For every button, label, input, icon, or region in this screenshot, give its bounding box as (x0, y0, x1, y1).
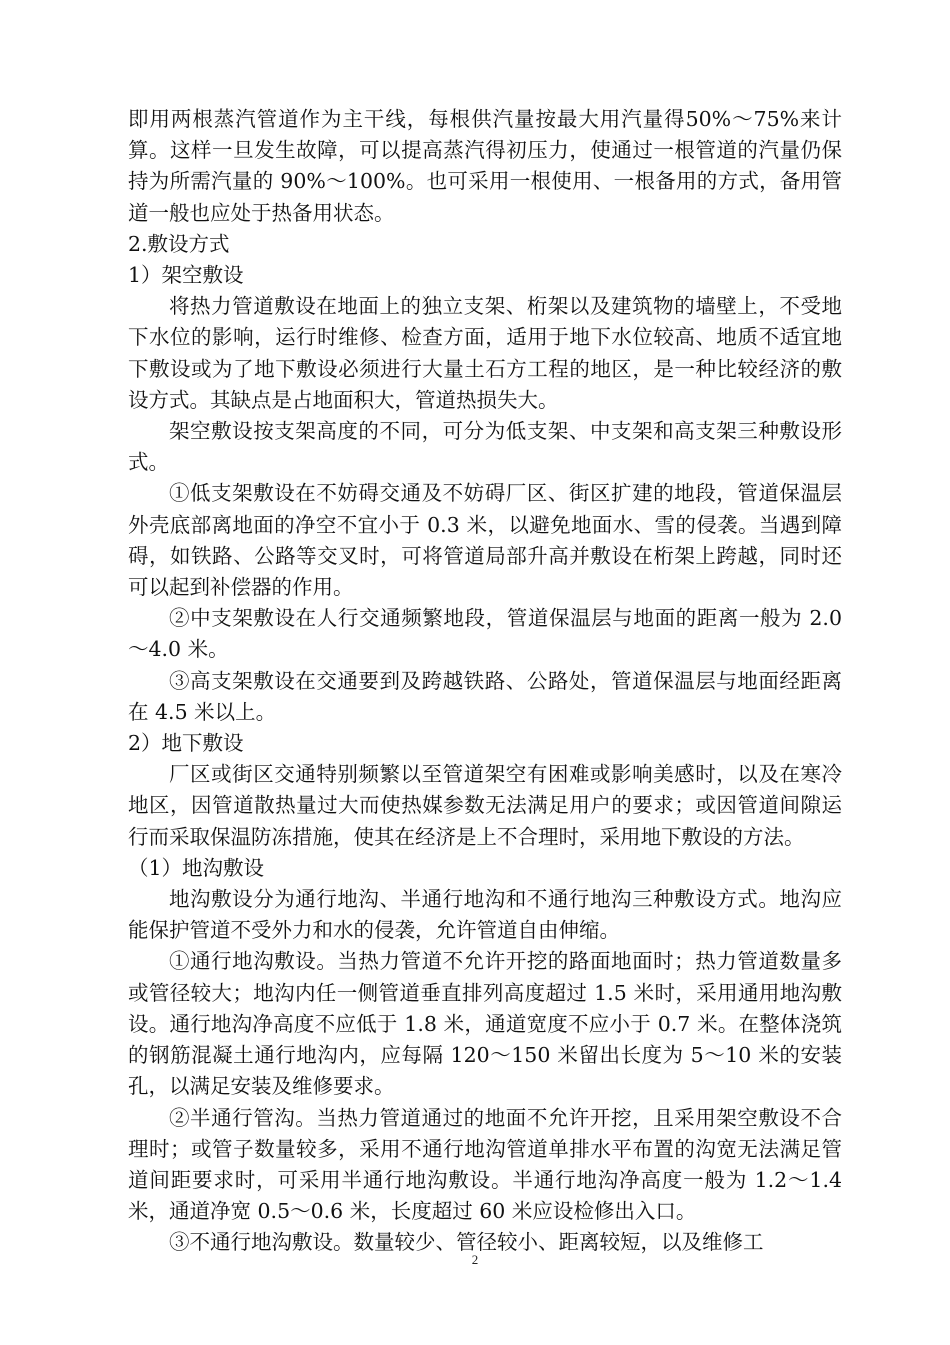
paragraph-trench-types: 地沟敷设分为通行地沟、半通行地沟和不通行地沟三种敷设方式。地沟应能保护管道不受外力和水的侵袭，允许管道自由伸缩。 (128, 887, 842, 943)
paragraph-underground-description: 厂区或街区交通特别频繁以至管道架空有困难或影响美感时，以及在寒冷地区，因管道散热量过大而使热媒参数无法满足用户的要求；或因管道间隙运行而采取保温防冻措施，使其在经济是上不合理时，采用地下敷设的方法。 (128, 762, 842, 849)
paragraph-overhead-description: 将热力管道敷设在地面上的独立支架、桁架以及建筑物的墙壁上，不受地下水位的影响，运行时维修、检查方面，适用于地下水位较高、地质不适宜地下敷设或为了地下敷设必须进行大量土石方工程的地区，是一种比较经济的敷设方式。其缺点是占地面积大，管道热损失大。 (128, 294, 842, 412)
subheading-trench-laying: （1）地沟敷设 (128, 855, 265, 880)
paragraph-semi-passable-trench: ②半通行管沟。当热力管道通过的地面不允许开挖，且采用架空敷设不合理时；或管子数量较多，采用不通行地沟管道单排水平布置的沟宽无法满足管道间距要求时，可采用半通行地沟敷设。半通行地沟净高度一般为 1.2～1.4 米，通道净宽 0.5～0.6 米，长度超过 60 米应设检修出入口。 (128, 1105, 842, 1224)
paragraph-impassable-trench: ③不通行地沟敷设。数量较少、管径较小、距离较短，以及维修工 (169, 1230, 764, 1255)
page-number: 2 (471, 1252, 479, 1267)
paragraph-low-support: ①低支架敷设在不妨碍交通及不妨碍厂区、街区扩建的地段，管道保温层外壳底部离地面的净空不宜小于 0.3 米，以避免地面水、雪的侵袭。当遇到障碍，如铁路、公路等交叉时，可将管道局部升高并敷设在桁架上跨越，同时还可以起到补偿器的作用。 (128, 481, 842, 600)
paragraph-passable-trench: ①通行地沟敷设。当热力管道不允许开挖的路面地面时；热力管道数量多或管径较大；地沟内任一侧管道垂直排列高度超过 1.5 米时，采用通用地沟敷设。通行地沟净高度不应低于 1.8 米，通道宽度不应小于 0.7 米。在整体浇筑的钢筋混凝土通行地沟内，应每隔 120～150 米留出长度为 5～10 米的安装孔，以满足安装及维修要求。 (128, 949, 842, 1099)
paragraph-mid-support: ②中支架敷设在人行交通频繁地段，管道保温层与地面的距离一般为 2.0～4.0 米。 (128, 606, 842, 662)
paragraph-support-types: 架空敷设按支架高度的不同，可分为低支架、中支架和高支架三种敷设形式。 (128, 419, 842, 475)
subheading-overhead-laying: 1）架空敷设 (128, 263, 244, 288)
paragraph-continuation: 即用两根蒸汽管道作为主干线，每根供汽量按最大用汽量得50%～75%来计算。这样一旦发生故障，可以提高蒸汽得初压力，使通过一根管道的汽量仍保持为所需汽量的 90%～100%。也可采用一根使用、一根备用的方式，备用管道一般也应处于热备用状态。 (128, 107, 842, 225)
document-body (128, 104, 842, 1259)
paragraph-high-support: ③高支架敷设在交通要到及跨越铁路、公路处，管道保温层与地面经距离在 4.5 米以上。 (128, 668, 842, 724)
subheading-underground-laying: 2）地下敷设 (128, 731, 244, 756)
section-heading-laying-method: 2.敷设方式 (128, 231, 230, 256)
